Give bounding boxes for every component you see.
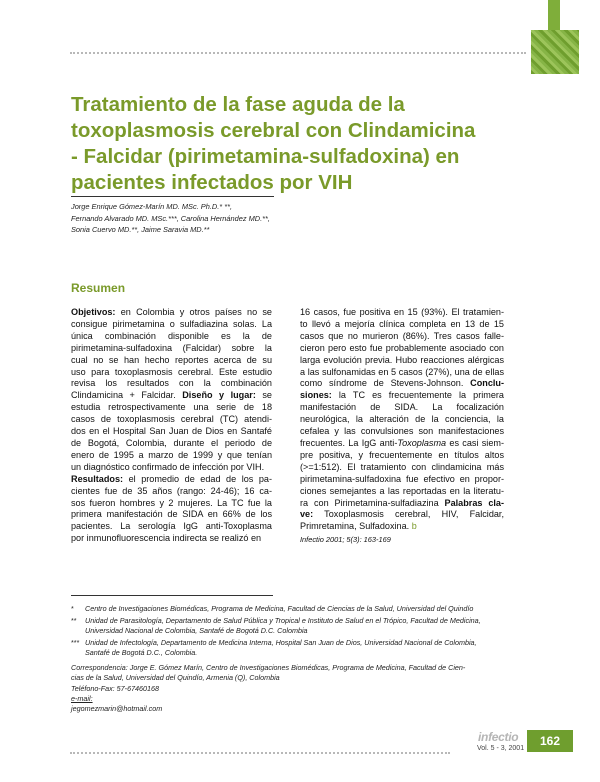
abstract-line: 16 casos, fue positiva en 15 (93%). El tratamien- <box>300 307 504 317</box>
abstract-line: Objetivos: en Colombia y otros países no se <box>71 307 272 317</box>
footnote-line: Unidad de Parasitología, Departamento de Salud Pública y Tropical e Instituto de Salud en el Trópico, Facultad de Medicina, <box>85 616 481 625</box>
citation: Infectio 2001; 5(3): 163-169 <box>300 535 391 545</box>
abstract-line: pre positiva, y frecuentemente en títulos altos <box>300 449 504 460</box>
label-conclusiones: Conclu- <box>470 378 504 389</box>
correspondence <box>71 663 465 714</box>
abstract-line: Resultados: el promedio de edad de los pa- <box>71 473 272 484</box>
journal-logo: infectio <box>478 730 519 744</box>
abstract-line: (>=1:512). El tratamiento con clindamicina más <box>300 461 504 472</box>
abstract-line: larga evolución previa. Hubo reacciones alérgicas <box>300 354 504 365</box>
email-label: e-mail: <box>71 693 93 703</box>
email-address[interactable]: jegomezmarin@hotmail.com <box>71 704 163 714</box>
footnote-mark: * <box>71 604 74 613</box>
abstract-line: siones: la TC es frecuentemente la primera <box>300 390 504 401</box>
footnote-line: Universidad Nacional de Colombia, Santafé de Bogotá D.C. Colombia <box>85 626 308 635</box>
abstract-line: como síndrome de Stevens-Johnson. Conclu- <box>300 378 504 389</box>
title-line: - Falcidar (pirimetamina-sulfadoxina) en <box>71 145 460 168</box>
abstract-line: ciones semejantes a las reportadas en la literatu- <box>300 485 504 496</box>
end-mark-icon: b <box>411 521 417 532</box>
page-number: 162 <box>539 734 561 748</box>
author-line: Sonia Cuervo MD.**, Jaime Saravia MD.** <box>71 225 210 234</box>
abstract-line: cual no se han hecho reportes acerca de su <box>71 354 272 365</box>
abstract-line: casos de toxoplasmosis cerebral (TC) atendi- <box>71 414 272 425</box>
volume-info: Vol. 5 - 3, 2001 <box>477 745 525 752</box>
abstract-line: consigue pirimetamina o sulfadiazina solas. La <box>71 318 272 329</box>
abstract-line: neurológica, la alteración de la conciencia, la <box>300 414 504 425</box>
section-heading: Resumen <box>71 281 126 295</box>
bottom-dotted-rule <box>70 752 450 754</box>
abstract-line: to llevó a mejoría clínica completa en 13 de 15 <box>300 318 504 329</box>
abstract-line: sos fueron hombres y 2 mujeres. La TC fue la <box>71 497 272 508</box>
footnote <box>71 604 481 614</box>
abstract-line: Clindamicina + Falcidar. Diseño y lugar: se <box>71 390 272 401</box>
article-title <box>71 92 531 196</box>
correspondence-line: Teléfono-Fax: 57-67460168 <box>71 683 160 693</box>
abstract-line: casos que no murieron (86%). Tres casos falle- <box>300 330 504 341</box>
abstract-left-column <box>71 307 272 545</box>
footnote <box>71 638 481 658</box>
footnote-mark: ** <box>71 616 77 625</box>
abstract-line: cieron pero esto fue probablemente asociado con <box>300 342 504 353</box>
footnote-line: Santafé de Bogotá D.C., Colombia. <box>85 648 198 657</box>
abstract-line: uso para toxoplasmosis cerebral. Este estudio <box>71 366 272 377</box>
abstract-line: ra con Pirimetamina-sulfadiazina Palabras cla- <box>300 497 504 508</box>
label-objetivos: Objetivos: <box>71 307 116 317</box>
author-list <box>71 201 270 236</box>
abstract-line: manifestación de SIDA. La focalización <box>300 402 504 413</box>
label-palabras-clave: Palabras cla- <box>444 497 504 508</box>
correspondence-line: Correspondencia: Jorge E. Gómez Marín, Centro de Investigaciones Biomédicas, Programa de Medicina, Facultad de Cien- <box>71 663 466 672</box>
decorative-green-tile <box>531 30 579 74</box>
abstract-line: Primretamina, Sulfadoxina. b <box>300 521 417 532</box>
footnote-line: Unidad de Infectología, Departamento de Medicina Interna, Hospital San Juan de Dios, Universidad Nacional de Colombia, <box>85 638 477 647</box>
abstract-right-column <box>300 307 504 546</box>
italic-term: Toxoplasma <box>397 437 447 448</box>
footnote-rule <box>71 595 273 596</box>
label-diseno: Diseño y lugar: <box>182 390 256 401</box>
email-line <box>71 694 465 715</box>
abstract-line: pirimetamina-sulfadoxina fue efectivo en propor- <box>300 473 504 484</box>
footnotes <box>71 604 481 660</box>
abstract-line: dos en el Hospital San Juan de Dios en Santafé <box>71 426 272 437</box>
abstract-line: pacientes. La serología IgG anti-Toxoplasma <box>71 521 272 532</box>
decorative-green-bar <box>548 0 560 30</box>
abstract-line: revisa los resultados con la combinación <box>71 378 272 389</box>
footnote <box>71 616 481 636</box>
title-line: Tratamiento de la fase aguda de la <box>71 93 405 116</box>
footnote-mark: *** <box>71 638 80 647</box>
author-line: Fernando Alvarado MD. MSc.***, Carolina Hernández MD.**, <box>71 213 270 223</box>
label-palabras-clave-cont: ve: <box>300 509 314 520</box>
abstract-line: frecuentes. La IgG anti-Toxoplasma es casi siem- <box>300 437 504 448</box>
author-rule <box>71 196 274 197</box>
abstract-line: un diagnóstico confirmado de infección por VIH. <box>71 461 265 472</box>
abstract-line: estudia retrospectivamente una serie de 18 <box>71 402 272 413</box>
label-conclusiones-cont: siones: <box>300 390 332 401</box>
abstract-line: de Bogotá, Colombia, durante el periodo de <box>71 437 272 448</box>
title-line: toxoplasmosis cerebral con Clindamicina <box>71 119 476 142</box>
abstract-line: pirimetamina-sulfadoxina (Falcidar) sobre la <box>71 342 272 353</box>
abstract-line: cefalea y las convulsiones son manifestaciones <box>300 426 504 437</box>
footnote-line: Centro de Investigaciones Biomédicas, Programa de Medicina, Facultad de Ciencias de la Salud, Universidad del Quindío <box>85 604 474 613</box>
label-resultados: Resultados: <box>71 473 124 484</box>
correspondence-line: cias de la Salud, Universidad del Quindío, Armenia (Q), Colombia <box>71 673 280 683</box>
abstract-line: a las sulfonamidas en 5 casos (27%), una de ellas <box>300 366 504 377</box>
top-dotted-rule <box>70 52 526 54</box>
author-line: Jorge Enrique Gómez-Marín MD. MSc. Ph.D.* **, <box>71 202 233 211</box>
abstract-line: cientes fue de 35 años (rango: 24-46); 16 ca- <box>71 485 272 496</box>
abstract-line: por inmunofluorescencia indirecta se realizó en <box>71 533 262 544</box>
abstract-line: enero de 1995 a marzo de 1999 y que tenían <box>71 449 272 460</box>
title-line: pacientes infectados por VIH <box>71 171 353 194</box>
abstract-line: ve: Toxoplasmosis cerebral, HIV, Falcidar, <box>300 509 504 520</box>
abstract-line: única combinación disponible es la de <box>71 330 272 341</box>
page-number-box <box>527 730 573 752</box>
abstract-line: primera manifestación de SIDA en 66% de los <box>71 509 272 520</box>
